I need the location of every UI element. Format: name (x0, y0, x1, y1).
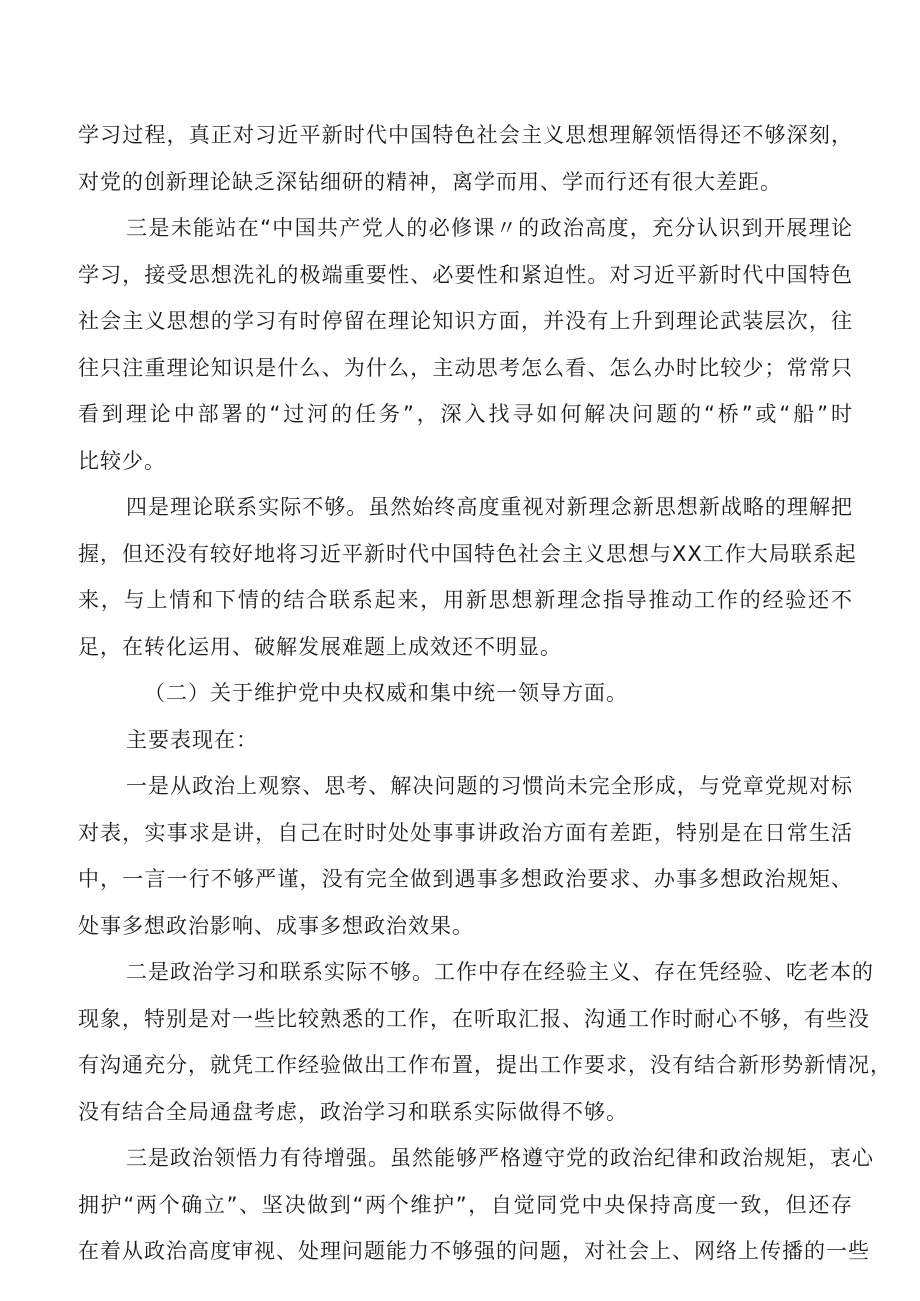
text-line: 对表，实事求是讲，自己在时时处处事事讲政治方面有差距，特别是在日常生活 (78, 820, 853, 845)
paragraph-p1 (78, 112, 853, 205)
text-line: 拥护“两个确立”、坚决做到“两个维护”，自觉同党中央保持高度一致，但还存 (78, 1192, 853, 1217)
text-line: 四是理论联系实际不够。虽然始终高度重视对新理念新思想新战略的理解把 (126, 495, 853, 519)
text-line: 三是未能站在“中国共产党人的必修课〃的政治高度，充分认识到开展理论 (126, 216, 853, 240)
text-line: 学习过程，真正对习近平新时代中国特色社会主义思想理解领悟得还不够深刻， (78, 123, 853, 147)
text-line: 一是从政治上观察、思考、解决问题的习惯尚未完全形成，与党章党规对标 (126, 774, 853, 798)
text-line: 足，在转化运用、破解发展难题上成效还不明显。 (78, 634, 562, 659)
text-line: 三是政治领悟力有待增强。虽然能够严格遵守党的政治纪律和政治规矩，衷心 (126, 1146, 874, 1170)
paragraph-p5 (78, 717, 853, 764)
paragraph-p8 (78, 1135, 874, 1275)
text-line: 在着从政治高度审视、处理问题能力不够强的问题，对社会上、网络上传播的一些 (78, 1239, 870, 1263)
text-line: 比较少。 (78, 448, 166, 473)
text-line: 往只注重理论知识是什么、为什么，主动思考怎么看、怎么办时比较少；常常只 (78, 355, 853, 380)
text-line: 对党的创新理论缺乏深钻细研的精神，离学而用、学而行还有很大差距。 (78, 169, 782, 194)
paragraph-p2 (78, 205, 853, 484)
text-line: 二是政治学习和联系实际不够。工作中存在经验主义、存在凭经验、吃老本的 (126, 960, 874, 984)
text-line: （二）关于维护党中央权威和集中统一领导方面。 (144, 681, 628, 705)
text-line: 学习，接受思想洗礼的极端重要性、必要性和紧迫性。对习近平新时代中国特色 (78, 262, 853, 287)
text-line: 没有结合全局通盘考虑，政治学习和联系实际做得不够。 (78, 1099, 628, 1124)
paragraph-p3 (78, 484, 857, 670)
document-body (78, 112, 892, 1275)
paragraph-p7 (78, 949, 892, 1135)
paragraph-p4 (78, 670, 853, 717)
text-line: 有沟通充分，就凭工作经验做出工作布置，提出工作要求，没有结合新形势新情况， (78, 1053, 892, 1077)
text-line: 主要表现在： (126, 727, 258, 752)
text-line: 中，一言一行不够严谨，没有完全做到遇事多想政治要求、办事多想政治规矩、 (78, 867, 853, 891)
paragraph-p6 (78, 763, 853, 949)
text-line: 来，与上情和下情的结合联系起来，用新思想新理念指导推动工作的经验还不 (78, 588, 853, 612)
text-line: 握，但还没有较好地将习近平新时代中国特色社会主义思想与XX工作大局联系起 (78, 541, 857, 566)
text-line: 处事多想政治影响、成事多想政治效果。 (78, 913, 474, 938)
text-line: 社会主义思想的学习有时停留在理论知识方面，并没有上升到理论武装层次，往 (78, 309, 853, 333)
text-line: 现象，特别是对一些比较熟悉的工作，在听取汇报、沟通工作时耐心不够，有些没 (78, 1006, 870, 1031)
text-line: 看到理论中部署的“过河的任务”，深入找寻如何解决问题的“桥”或“船”时 (78, 402, 853, 426)
